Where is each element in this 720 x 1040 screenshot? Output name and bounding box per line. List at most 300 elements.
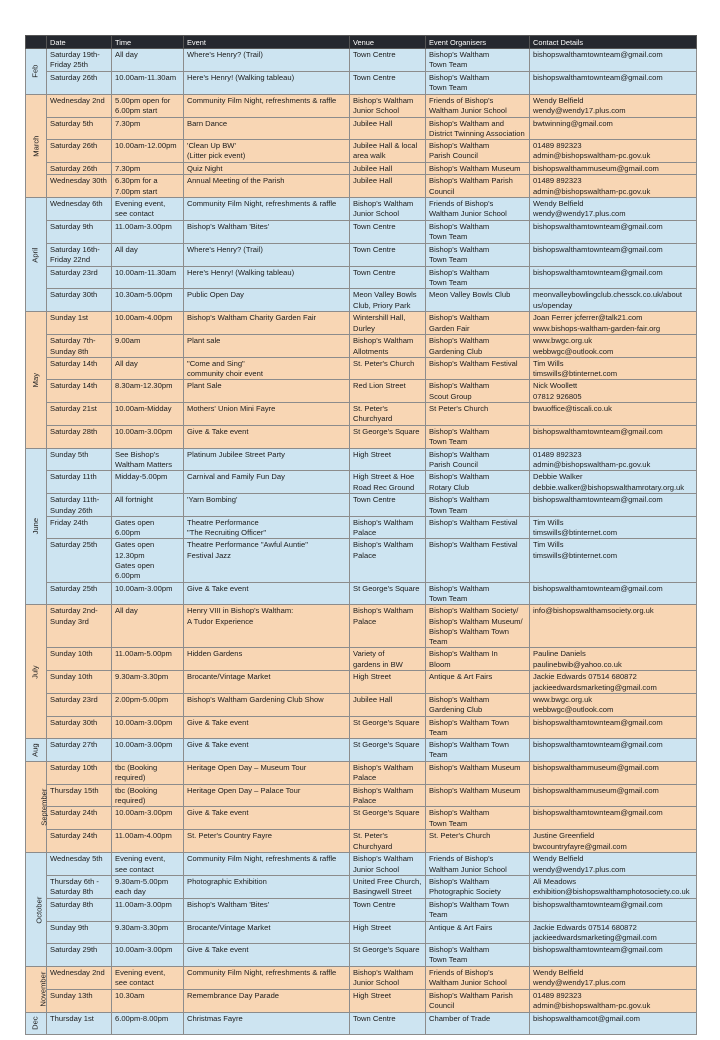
event-organiser: Bishop's Waltham Town Team xyxy=(426,72,530,95)
event-organiser: Bishop's Waltham Rotary Club xyxy=(426,471,530,494)
event-date: Saturday 26th xyxy=(47,163,112,175)
table-row xyxy=(26,898,697,921)
event-organiser: Bishop's Waltham Festival xyxy=(426,357,530,380)
table-header-row xyxy=(26,36,697,49)
event-date: Sunday 10th xyxy=(47,648,112,671)
event-date: Wednesday 30th xyxy=(47,175,112,198)
event-time: tbc (Booking required) xyxy=(112,784,184,807)
table-row xyxy=(26,784,697,807)
event-organiser: Bishop's Waltham Town Team xyxy=(426,494,530,517)
event-name: Plant sale xyxy=(184,335,350,358)
event-time: 6.00pm-8.00pm xyxy=(112,1012,184,1034)
event-organiser: Bishop's Waltham Town Team xyxy=(426,582,530,605)
event-name: Give & Take event xyxy=(184,426,350,449)
event-venue: Bishop's Waltham Junior School xyxy=(350,967,426,990)
event-name: Platinum Jubilee Street Party xyxy=(184,448,350,471)
event-name: Give & Take event xyxy=(184,807,350,830)
event-organiser: Bishop's Waltham Gardening Club xyxy=(426,335,530,358)
table-row xyxy=(26,516,697,539)
month-label: June xyxy=(30,518,40,535)
event-time: See Bishop's Waltham Matters xyxy=(112,448,184,471)
event-date: Saturday 8th xyxy=(47,898,112,921)
event-time: 11.00am-3.00pm xyxy=(112,221,184,244)
month-label: September xyxy=(39,788,49,826)
event-name: Photographic Exhibition xyxy=(184,875,350,898)
event-date: Saturday 19th- Friday 25th xyxy=(47,49,112,72)
event-name: Community Film Night, refreshments & raffle xyxy=(184,198,350,221)
event-contact: bwtwinning@gmail.com xyxy=(530,117,697,140)
event-name: Where's Henry? (Trail) xyxy=(184,49,350,72)
event-contact: Pauline Daniels paulinebwib@yahoo.co.uk xyxy=(530,648,697,671)
event-venue: Bishop's Waltham Junior School xyxy=(350,198,426,221)
month-column-header xyxy=(26,36,47,49)
event-date: Saturday 11th- Sunday 26th xyxy=(47,494,112,517)
event-time: 7.30pm xyxy=(112,163,184,175)
event-contact: Justine Greenfield bwcountryfayre@gmail.com xyxy=(530,830,697,853)
event-name: Brocante/Vintage Market xyxy=(184,671,350,694)
event-date: Saturday 2nd- Sunday 3rd xyxy=(47,605,112,648)
event-name: Theatre Performance "Awful Auntie" Festival Jazz xyxy=(184,539,350,582)
event-contact: bishopswalthammuseum@gmail.com xyxy=(530,761,697,784)
event-time: Gates open 6.00pm xyxy=(112,516,184,539)
table-row xyxy=(26,875,697,898)
month-label: Aug xyxy=(30,743,40,757)
table-row xyxy=(26,853,697,876)
event-time: Evening event, see contact xyxy=(112,853,184,876)
table-row xyxy=(26,494,697,517)
event-time: 10.00am-12.00pm xyxy=(112,140,184,163)
event-time: 10.00am-3.00pm xyxy=(112,716,184,739)
event-venue: St George's Square xyxy=(350,807,426,830)
event-time: All day xyxy=(112,243,184,266)
event-organiser: Bishop's Waltham Garden Fair xyxy=(426,312,530,335)
table-row xyxy=(26,403,697,426)
event-venue: Jubilee Hall xyxy=(350,175,426,198)
event-date: Saturday 24th xyxy=(47,807,112,830)
table-row xyxy=(26,175,697,198)
event-contact: bishopswalthamtownteam@gmail.com xyxy=(530,716,697,739)
table-row xyxy=(26,648,697,671)
event-time: 10.00am-3.00pm xyxy=(112,582,184,605)
event-contact: Wendy Belfield wendy@wendy17.plus.com xyxy=(530,198,697,221)
month-label-cell xyxy=(26,853,47,967)
table-row xyxy=(26,605,697,648)
event-time: All day xyxy=(112,605,184,648)
month-label-cell xyxy=(26,739,47,762)
event-date: Thursday 1st xyxy=(47,1012,112,1034)
event-venue: St George's Square xyxy=(350,582,426,605)
event-name: Here's Henry! (Walking tableau) xyxy=(184,72,350,95)
event-organiser: Bishop's Waltham Parish Council xyxy=(426,989,530,1012)
event-venue: St. Peter's Church xyxy=(350,357,426,380)
month-label: March xyxy=(31,135,41,157)
event-date: Saturday 7th- Sunday 8th xyxy=(47,335,112,358)
event-time: 9.30am-5.00pm each day xyxy=(112,875,184,898)
event-venue: Bishop's Waltham Palace xyxy=(350,539,426,582)
event-name: Barn Dance xyxy=(184,117,350,140)
event-name: Hidden Gardens xyxy=(184,648,350,671)
event-organiser: Bishop's Waltham Photographic Society xyxy=(426,875,530,898)
column-header-venue: Venue xyxy=(350,36,426,49)
event-contact: meonvalleybowlingclub.chessck.co.uk/about us/openday xyxy=(530,289,697,312)
event-date: Saturday 21st xyxy=(47,403,112,426)
event-organiser: Friends of Bishop's Waltham Junior School xyxy=(426,198,530,221)
event-organiser: Antique & Art Fairs xyxy=(426,921,530,944)
month-label-cell xyxy=(26,49,47,95)
event-name: Here's Henry! (Walking tableau) xyxy=(184,266,350,289)
event-time: 10.30am xyxy=(112,989,184,1012)
event-time: 10.00am-3.00pm xyxy=(112,426,184,449)
event-time: 11.00am-4.00pm xyxy=(112,830,184,853)
event-contact: 01489 892323 admin@bishopswaltham-pc.gov.uk xyxy=(530,989,697,1012)
event-date: Saturday 26th xyxy=(47,140,112,163)
event-organiser: Bishop's Waltham Town Team xyxy=(426,898,530,921)
event-name: Community Film Night, refreshments & raffle xyxy=(184,94,350,117)
event-venue: Bishop's Waltham Allotments xyxy=(350,335,426,358)
event-venue: High Street & Hoe Road Rec Ground xyxy=(350,471,426,494)
event-name: Annual Meeting of the Parish xyxy=(184,175,350,198)
event-contact: Wendy Belfield wendy@wendy17.plus.com xyxy=(530,853,697,876)
month-label-cell xyxy=(26,448,47,605)
event-venue: Town Centre xyxy=(350,49,426,72)
table-row xyxy=(26,163,697,175)
month-label: Dec xyxy=(30,1016,40,1030)
event-date: Saturday 25th xyxy=(47,582,112,605)
event-venue: High Street xyxy=(350,989,426,1012)
event-name: Quiz Night xyxy=(184,163,350,175)
event-contact: Wendy Belfield wendy@wendy17.plus.com xyxy=(530,967,697,990)
event-date: Saturday 26th xyxy=(47,72,112,95)
event-organiser: Bishop's Waltham Festival xyxy=(426,539,530,582)
event-date: Wednesday 6th xyxy=(47,198,112,221)
event-time: tbc (Booking required) xyxy=(112,761,184,784)
month-label-cell xyxy=(26,761,47,853)
event-organiser: Friends of Bishop's Waltham Junior School xyxy=(426,967,530,990)
month-label: October xyxy=(34,896,44,924)
table-row xyxy=(26,716,697,739)
event-time: 5.00pm open for 6.00pm start xyxy=(112,94,184,117)
event-organiser: Bishop's Waltham Museum xyxy=(426,761,530,784)
event-date: Saturday 28th xyxy=(47,426,112,449)
month-label: April xyxy=(30,247,40,263)
event-time: 2.00pm-5.00pm xyxy=(112,693,184,716)
event-date: Thursday 15th xyxy=(47,784,112,807)
month-label-cell xyxy=(26,605,47,739)
event-contact: bishopswalthamtownteam@gmail.com xyxy=(530,49,697,72)
event-venue: Bishop's Waltham Palace xyxy=(350,784,426,807)
event-time: Evening event, see contact xyxy=(112,198,184,221)
event-organiser: Antique & Art Fairs xyxy=(426,671,530,694)
event-venue: High Street xyxy=(350,671,426,694)
table-row xyxy=(26,1012,697,1034)
event-name: Heritage Open Day – Museum Tour xyxy=(184,761,350,784)
event-contact: bwuoffice@tiscali.co.uk xyxy=(530,403,697,426)
event-name: Give & Take event xyxy=(184,944,350,967)
event-contact: 01489 892323 admin@bishopswaltham-pc.gov.uk xyxy=(530,448,697,471)
event-name: Bishop's Waltham 'Bites' xyxy=(184,898,350,921)
event-venue: Meon Valley Bowls Club, Priory Park xyxy=(350,289,426,312)
event-time: All fortnight xyxy=(112,494,184,517)
table-row xyxy=(26,243,697,266)
event-venue: St George's Square xyxy=(350,426,426,449)
event-name: Community Film Night, refreshments & raffle xyxy=(184,967,350,990)
event-contact: Joan Ferrer jcferrer@talk21.com www.bishops-waltham-garden-fair.org xyxy=(530,312,697,335)
table-row xyxy=(26,266,697,289)
event-organiser: Bishop's Waltham Museum xyxy=(426,163,530,175)
event-venue: United Free Church, Basingwell Street xyxy=(350,875,426,898)
event-date: Sunday 13th xyxy=(47,989,112,1012)
event-name: Public Open Day xyxy=(184,289,350,312)
event-venue: Jubilee Hall xyxy=(350,693,426,716)
month-label-cell xyxy=(26,94,47,197)
event-organiser: St Peter's Church xyxy=(426,403,530,426)
event-date: Wednesday 5th xyxy=(47,853,112,876)
event-date: Saturday 16th- Friday 22nd xyxy=(47,243,112,266)
event-date: Saturday 27th xyxy=(47,739,112,762)
events-sheet xyxy=(25,35,696,1035)
column-header-time: Time xyxy=(112,36,184,49)
event-venue: High Street xyxy=(350,448,426,471)
event-time: 11.00am-3.00pm xyxy=(112,898,184,921)
event-venue: Town Centre xyxy=(350,221,426,244)
event-date: Saturday 5th xyxy=(47,117,112,140)
event-name: St. Peter's Country Fayre xyxy=(184,830,350,853)
event-contact: www.bwgc.org.uk webbwgc@outlook.com xyxy=(530,693,697,716)
column-header-event: Event xyxy=(184,36,350,49)
event-organiser: Bishop's Waltham Gardening Club xyxy=(426,693,530,716)
month-label-cell xyxy=(26,312,47,448)
event-name: Henry VIII in Bishop's Waltham: A Tudor Experience xyxy=(184,605,350,648)
event-time: 7.30pm xyxy=(112,117,184,140)
event-name: Heritage Open Day – Palace Tour xyxy=(184,784,350,807)
table-row xyxy=(26,72,697,95)
table-row xyxy=(26,335,697,358)
event-contact: bishopswalthamtownteam@gmail.com xyxy=(530,72,697,95)
event-organiser: Friends of Bishop's Waltham Junior School xyxy=(426,94,530,117)
event-contact: bishopswalthamtownteam@gmail.com xyxy=(530,221,697,244)
event-organiser: Bishop's Waltham Town Team xyxy=(426,426,530,449)
event-contact: bishopswalthamtownteam@gmail.com xyxy=(530,494,697,517)
column-header-date: Date xyxy=(47,36,112,49)
event-date: Friday 24th xyxy=(47,516,112,539)
event-date: Saturday 14th xyxy=(47,380,112,403)
event-venue: Town Centre xyxy=(350,72,426,95)
event-date: Saturday 11th xyxy=(47,471,112,494)
events-table xyxy=(25,35,697,1035)
event-time: 10.00am-3.00pm xyxy=(112,944,184,967)
event-contact: bishopswalthamtownteam@gmail.com xyxy=(530,582,697,605)
month-label: July xyxy=(30,664,40,679)
table-row xyxy=(26,830,697,853)
event-organiser: Friends of Bishop's Waltham Junior School xyxy=(426,853,530,876)
event-contact: 01489 892323 admin@bishopswaltham-pc.gov.uk xyxy=(530,175,697,198)
event-name: Give & Take event xyxy=(184,716,350,739)
event-date: Saturday 30th xyxy=(47,716,112,739)
event-organiser: Bishop's Waltham Town Team xyxy=(426,716,530,739)
event-venue: St George's Square xyxy=(350,716,426,739)
event-name: Carnival and Family Fun Day xyxy=(184,471,350,494)
month-label-cell xyxy=(26,967,47,1013)
event-date: Saturday 23rd xyxy=(47,693,112,716)
event-contact: bishopswalthamcot@gmail.com xyxy=(530,1012,697,1034)
event-time: Midday-5.00pm xyxy=(112,471,184,494)
event-name: Bishop's Waltham 'Bites' xyxy=(184,221,350,244)
event-date: Saturday 25th xyxy=(47,539,112,582)
event-contact: bishopswalthamtownteam@gmail.com xyxy=(530,243,697,266)
table-row xyxy=(26,944,697,967)
event-contact: bishopswalthamtownteam@gmail.com xyxy=(530,266,697,289)
event-time: 9.30am-3.30pm xyxy=(112,921,184,944)
event-contact: bishopswalthamtownteam@gmail.com xyxy=(530,739,697,762)
event-organiser: Bishop's Waltham Town Team xyxy=(426,807,530,830)
event-venue: Town Centre xyxy=(350,1012,426,1034)
event-contact: bishopswalthammuseum@gmail.com xyxy=(530,784,697,807)
table-row xyxy=(26,989,697,1012)
column-header-organisers: Event Organisers xyxy=(426,36,530,49)
table-row xyxy=(26,539,697,582)
event-name: Bishop's Waltham Charity Garden Fair xyxy=(184,312,350,335)
table-row xyxy=(26,807,697,830)
event-date: Saturday 9th xyxy=(47,221,112,244)
table-row xyxy=(26,739,697,762)
event-time: Gates open 12.30pm Gates open 6.00pm xyxy=(112,539,184,582)
event-date: Wednesday 2nd xyxy=(47,94,112,117)
event-time: 10.00am-4.00pm xyxy=(112,312,184,335)
table-row xyxy=(26,357,697,380)
event-name: 'Yarn Bombing' xyxy=(184,494,350,517)
event-contact: info@bishopswalthamsociety.org.uk xyxy=(530,605,697,648)
event-date: Sunday 1st xyxy=(47,312,112,335)
event-time: 11.00am-5.00pm xyxy=(112,648,184,671)
table-row xyxy=(26,198,697,221)
event-time: 9.00am xyxy=(112,335,184,358)
event-venue: Town Centre xyxy=(350,494,426,517)
event-venue: St. Peter's Churchyard xyxy=(350,403,426,426)
event-date: Sunday 9th xyxy=(47,921,112,944)
event-venue: Town Centre xyxy=(350,898,426,921)
event-contact: bishopswalthamtownteam@gmail.com xyxy=(530,807,697,830)
table-row xyxy=(26,312,697,335)
event-venue: Bishop's Waltham Palace xyxy=(350,516,426,539)
event-date: Saturday 14th xyxy=(47,357,112,380)
event-name: 'Clean Up BW' (Litter pick event) xyxy=(184,140,350,163)
event-name: Where's Henry? (Trail) xyxy=(184,243,350,266)
event-contact: Ali Meadows exhibition@bishopswalthamphotosociety.co.uk xyxy=(530,875,697,898)
event-venue: St George's Square xyxy=(350,739,426,762)
event-contact: bishopswalthamtownteam@gmail.com xyxy=(530,898,697,921)
table-row xyxy=(26,380,697,403)
event-venue: Town Centre xyxy=(350,266,426,289)
event-name: Mothers' Union Mini Fayre xyxy=(184,403,350,426)
event-organiser: Bishop's Waltham and District Twinning Association xyxy=(426,117,530,140)
event-organiser: Bishop's Waltham Parish Council xyxy=(426,175,530,198)
event-organiser: Meon Valley Bowls Club xyxy=(426,289,530,312)
event-time: Evening event, see contact xyxy=(112,967,184,990)
table-row xyxy=(26,289,697,312)
event-time: 8.30am-12.30pm xyxy=(112,380,184,403)
events-table-body xyxy=(26,49,697,1035)
event-time: 10.00am-11.30am xyxy=(112,72,184,95)
table-row xyxy=(26,693,697,716)
table-row xyxy=(26,221,697,244)
event-venue: Bishop's Waltham Junior School xyxy=(350,853,426,876)
month-label: May xyxy=(30,372,40,388)
event-date: Saturday 30th xyxy=(47,289,112,312)
event-contact: bishopswalthammuseum@gmail.com xyxy=(530,163,697,175)
event-name: Community Film Night, refreshments & raffle xyxy=(184,853,350,876)
event-contact: bishopswalthamtownteam@gmail.com xyxy=(530,426,697,449)
event-contact: Tim Wills timswills@btinternet.com xyxy=(530,539,697,582)
event-name: Give & Take event xyxy=(184,739,350,762)
table-row xyxy=(26,94,697,117)
event-date: Saturday 24th xyxy=(47,830,112,853)
event-venue: Jubilee Hall & local area walk xyxy=(350,140,426,163)
event-time: 10.00am-Midday xyxy=(112,403,184,426)
event-organiser: Bishop's Waltham Town Team xyxy=(426,739,530,762)
table-row xyxy=(26,426,697,449)
event-contact: Tim Wills timswills@btinternet.com xyxy=(530,516,697,539)
event-date: Sunday 10th xyxy=(47,671,112,694)
event-organiser: Bishop's Waltham Town Team xyxy=(426,49,530,72)
event-contact: bishopswalthamtownteam@gmail.com xyxy=(530,944,697,967)
event-organiser: Bishop's Waltham Town Team xyxy=(426,221,530,244)
event-time: 9.30am-3.30pm xyxy=(112,671,184,694)
month-label-cell xyxy=(26,1012,47,1034)
event-venue: High Street xyxy=(350,921,426,944)
event-date: Sunday 5th xyxy=(47,448,112,471)
event-venue: Wintershill Hall, Durley xyxy=(350,312,426,335)
event-date: Saturday 23rd xyxy=(47,266,112,289)
event-contact: Wendy Belfield wendy@wendy17.plus.com xyxy=(530,94,697,117)
table-row xyxy=(26,448,697,471)
event-time: 10.00am-3.00pm xyxy=(112,739,184,762)
event-name: Christmas Fayre xyxy=(184,1012,350,1034)
event-date: Wednesday 2nd xyxy=(47,967,112,990)
event-contact: www.bwgc.org.uk webbwgc@outlook.com xyxy=(530,335,697,358)
event-venue: St George's Square xyxy=(350,944,426,967)
event-venue: Town Centre xyxy=(350,243,426,266)
event-organiser: Bishop's Waltham Town Team xyxy=(426,266,530,289)
event-contact: Debbie Walker debbie.walker@bishopswalthamrotary.org.uk xyxy=(530,471,697,494)
event-time: 10.30am-5.00pm xyxy=(112,289,184,312)
event-date: Saturday 10th xyxy=(47,761,112,784)
event-organiser: Bishop's Waltham In Bloom xyxy=(426,648,530,671)
event-venue: St. Peter's Churchyard xyxy=(350,830,426,853)
event-organiser: Bishop's Waltham Town Team xyxy=(426,944,530,967)
event-venue: Bishop's Waltham Junior School xyxy=(350,94,426,117)
event-organiser: Bishop's Waltham Parish Council xyxy=(426,448,530,471)
event-date: Saturday 29th xyxy=(47,944,112,967)
event-contact: Jackie Edwards 07514 680872 jackieedwardsmarketing@gmail.com xyxy=(530,671,697,694)
event-contact: Nick Woollett 07812 926805 xyxy=(530,380,697,403)
table-row xyxy=(26,582,697,605)
event-name: Theatre Performance "The Recruiting Officer" xyxy=(184,516,350,539)
event-venue: Red Lion Street xyxy=(350,380,426,403)
event-date: Thursday 6th - Saturday 8th xyxy=(47,875,112,898)
table-row xyxy=(26,471,697,494)
table-row xyxy=(26,140,697,163)
event-name: Give & Take event xyxy=(184,582,350,605)
month-label: November xyxy=(38,971,48,1007)
table-row xyxy=(26,921,697,944)
table-row xyxy=(26,761,697,784)
event-contact: Tim Wills timswills@btinternet.com xyxy=(530,357,697,380)
event-venue: Bishop's Waltham Palace xyxy=(350,761,426,784)
event-name: Plant Sale xyxy=(184,380,350,403)
event-organiser: Chamber of Trade xyxy=(426,1012,530,1034)
event-venue: Bishop's Waltham Palace xyxy=(350,605,426,648)
event-contact: Jackie Edwards 07514 680872 jackieedwardsmarketing@gmail.com xyxy=(530,921,697,944)
